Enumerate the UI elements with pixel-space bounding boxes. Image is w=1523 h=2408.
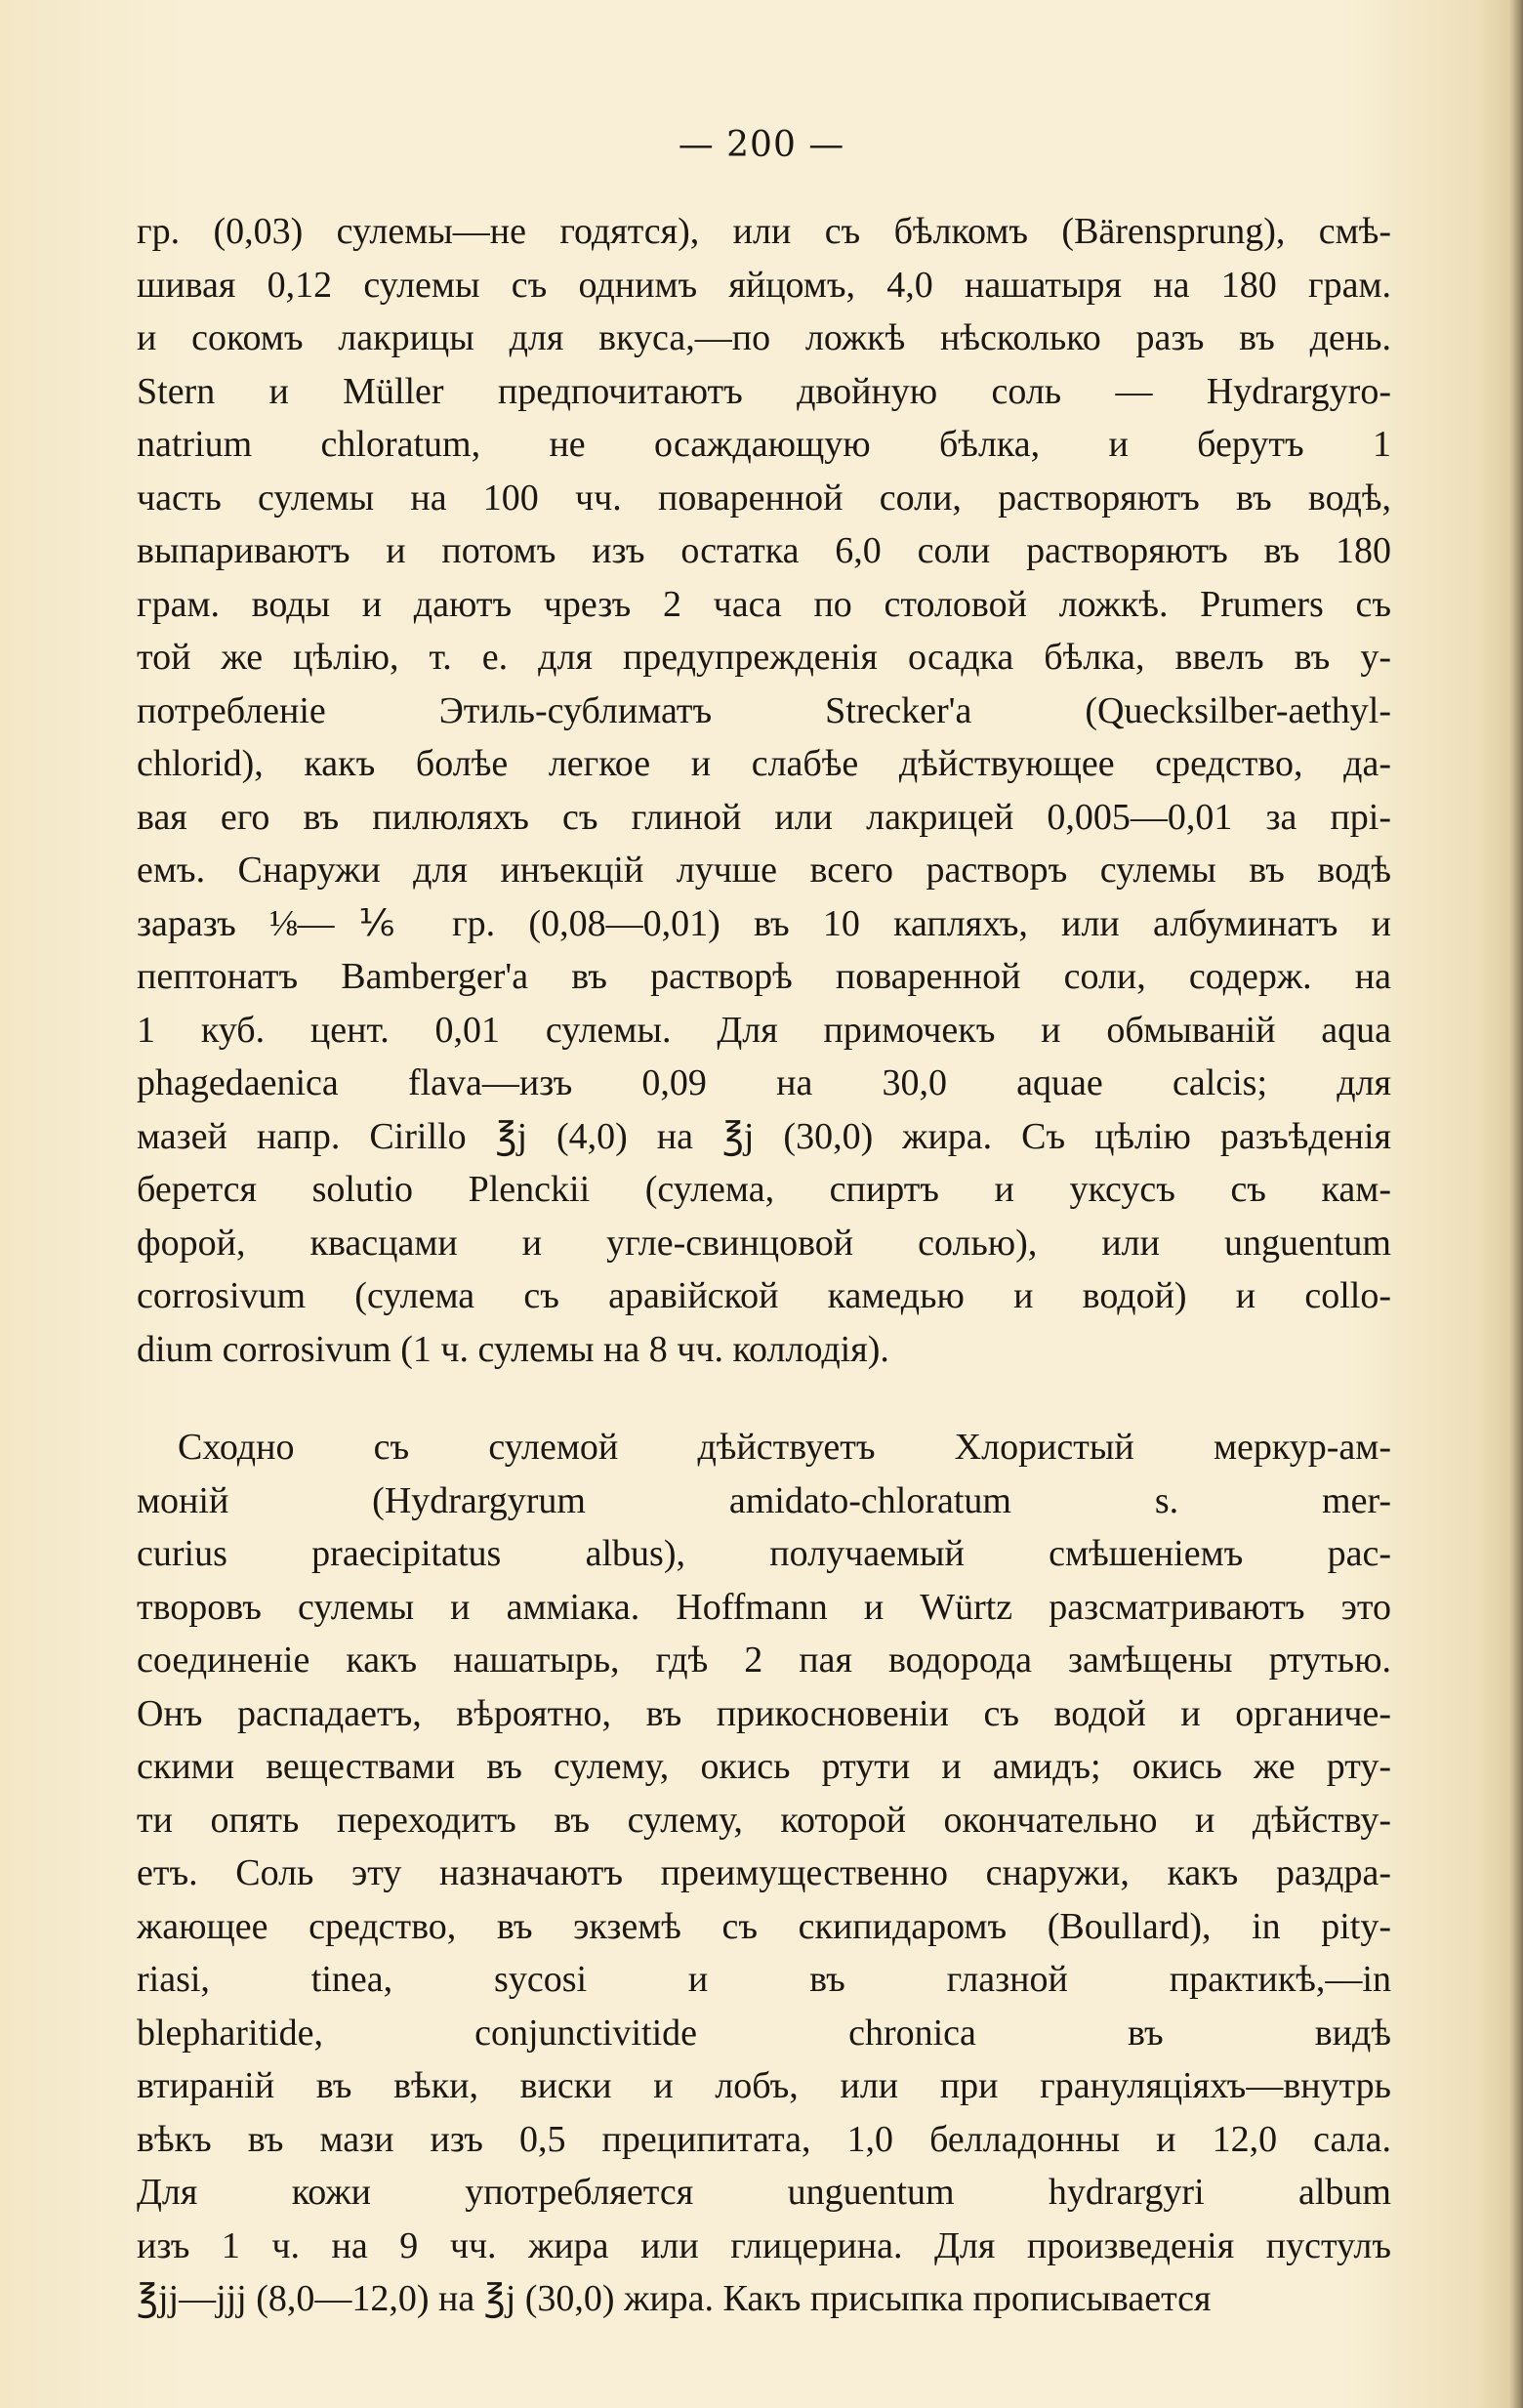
paragraph-1 — [137, 205, 1391, 1376]
text-line: corrosivum (сулема съ аравійской камедью и водой) и collo- — [137, 1275, 1391, 1316]
paragraph-2 — [137, 1421, 1391, 2326]
text-line: етъ. Соль эту назначаютъ преимущественно снаружи, какъ раздра- — [137, 1852, 1391, 1893]
text-line: заразъ ⅛—⅙ гр. (0,08—0,01) въ 10 капляхъ, или албуминатъ и — [137, 902, 1391, 944]
text-line: форой, квасцами и угле-свинцовой солью), или unguentum — [137, 1222, 1391, 1264]
page-number: — 200 — — [678, 125, 845, 165]
text-line: пептонатъ Bamberger'а въ растворѣ поваренной соли, содерж. на — [137, 956, 1391, 997]
page-edge-shadow — [1509, 0, 1523, 2408]
text-line: dium corrosivum (1 ч. сулемы на 8 чч. коллодія). — [137, 1328, 889, 1370]
text-line: часть сулемы на 100 чч. поваренной соли, растворяютъ въ водѣ, — [137, 477, 1391, 519]
text-line: мазей напр. Cirillo ℥j (4,0) на ℥j (30,0) жира. Съ цѣлію разъѣденія — [137, 1115, 1391, 1157]
text-line: выпариваютъ и потомъ изъ остатка 6,0 соли растворяютъ въ 180 — [137, 530, 1391, 571]
text-line: natrium chloratum, не осаждающую бѣлка, и берутъ 1 — [137, 424, 1391, 465]
text-line: соединеніе какъ нашатырь, гдѣ 2 пая водорода замѣщены ртутью. — [137, 1640, 1391, 1681]
text-line: шивая 0,12 сулемы съ однимъ яйцомъ, 4,0 нашатыря на 180 грам. — [137, 264, 1391, 306]
text-line: Онъ распадаетъ, вѣроятно, въ прикосновеніи съ водой и органиче- — [137, 1692, 1391, 1734]
text-line: моній (Hydrargyrum amidato-chloratum s. mer- — [137, 1479, 1391, 1521]
text-line: творовъ сулемы и амміака. Hoffmann и Würtz разсматриваютъ это — [137, 1586, 1391, 1628]
text-line: гр. (0,03) сулемы—не годятся), или съ бѣлкомъ (Bärensprung), смѣ- — [137, 211, 1391, 252]
text-line: емъ. Снаружи для инъекцій лучше всего растворъ сулемы въ водѣ — [137, 850, 1391, 891]
text-line: жающее средство, въ экземѣ съ скипидаромъ (Boullard), in pity- — [137, 1905, 1391, 1947]
text-line: втираній въ вѣки, виски и лобъ, или при грануляціяхъ—внутрь — [137, 2065, 1391, 2106]
text-line: phagedaenica flava—изъ 0,09 на 30,0 aquae calcis; для — [137, 1062, 1391, 1103]
text-line: вѣкъ въ мази изъ 0,5 преципитата, 1,0 белладонны и 12,0 сала. — [137, 2118, 1391, 2160]
text-line: riasi, tinea, sycosi и въ глазной практикѣ,—in — [137, 1959, 1391, 2000]
text-line: берется solutio Plenckii (сулема, спиртъ и уксусъ съ кам- — [137, 1169, 1391, 1210]
text-line: той же цѣлію, т. е. для предупрежденія осадка бѣлка, ввелъ въ у- — [137, 637, 1391, 678]
text-line: потребленіе Этиль-сублиматъ Strecker'а (Quecksilber-aethyl- — [137, 689, 1391, 731]
text-line: blepharitide, conjunctivitide chronica въ видѣ — [137, 2012, 1391, 2054]
text-line: ℥jj—jjj (8,0—12,0) на ℥j (30,0) жира. Какъ присыпка прописывается — [137, 2278, 1212, 2319]
text-line: грам. воды и даютъ чрезъ 2 часа по столовой ложкѣ. Prumers съ — [137, 583, 1391, 625]
text-line: ти опять переходитъ въ сулему, которой окончательно и дѣйству- — [137, 1799, 1391, 1841]
text-line: curius praecipitatus albus), получаемый смѣшеніемъ рас- — [137, 1533, 1391, 1574]
text-line: 1 куб. цент. 0,01 сулемы. Для примочекъ и обмываній aqua — [137, 1009, 1391, 1051]
text-line: вая его въ пилюляхъ съ глиной или лакрицей 0,005—0,01 за прі- — [137, 796, 1391, 838]
text-line: Для кожи употребляется unguentum hydrargyri album — [137, 2172, 1391, 2213]
text-line: Stern и Müller предпочитаютъ двойную соль — Hydrargyro- — [137, 370, 1391, 412]
paragraph-gap — [137, 1376, 1391, 1421]
main-text — [137, 205, 1391, 2326]
text-line: изъ 1 ч. на 9 чч. жира или глицерина. Для произведенія пустулъ — [137, 2224, 1391, 2266]
text-line: chlorid), какъ болѣе легкое и слабѣе дѣйствующее средство, да- — [137, 743, 1391, 784]
text-line: скими веществами въ сулему, окись ртути и амидъ; окись же рту- — [137, 1746, 1391, 1787]
text-line: Сходно съ сулемой дѣйствуетъ Хлористый меркур-ам- — [178, 1427, 1391, 1468]
text-line: и сокомъ лакрицы для вкуса,—по ложкѣ нѣсколько разъ въ день. — [137, 317, 1391, 358]
